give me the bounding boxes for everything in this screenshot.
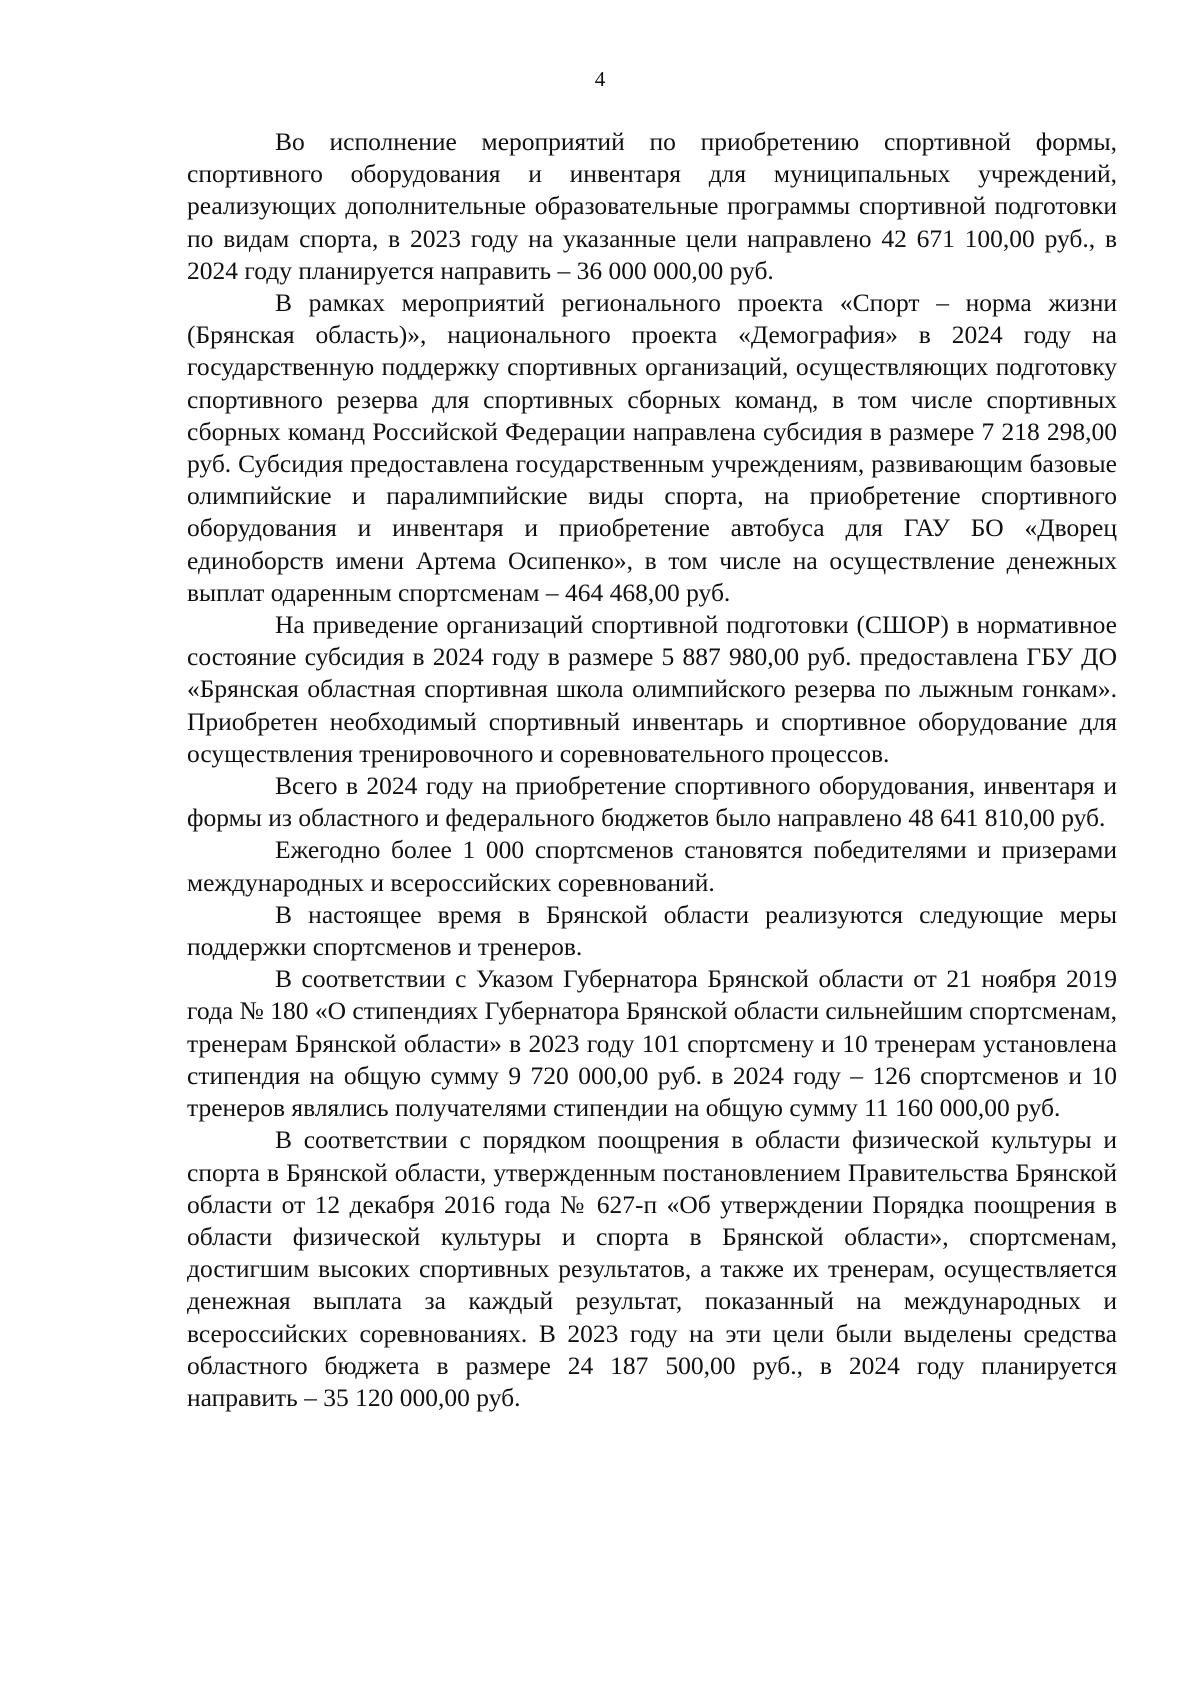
- paragraph: В настоящее время в Брянской области реализуются следующие меры поддержки спортсменов и тренеров.: [187, 899, 1117, 962]
- paragraph: В рамках мероприятий регионального проекта «Спорт – норма жизни (Брянская область)», национального проекта «Демография» в 2024 году на государственную поддержку спортивных организаций, осуществляющих подготовку спортивного резерва для спортивных сборных команд, в том числе спортивных сборных команд Российской Федерации направлена субсидия в размере 7 218 298,00 руб. Субсидия предоставлена государственным учреждениям, развивающим базовые олимпийские и паралимпийские виды спорта, на приобретение спортивного оборудования и инвентаря и приобретение автобуса для ГАУ БО «Дворец единоборств имени Артема Осипенко», в том числе на осуществление денежных выплат одаренным спортсменам – 464 468,00 руб.: [187, 288, 1117, 607]
- paragraph: На приведение организаций спортивной подготовки (СШОР) в нормативное состояние субсидия в 2024 году в размере 5 887 980,00 руб. предоставлена ГБУ ДО «Брянская областная спортивная школа олимпийского резерва по лыжным гонкам». Приобретен необходимый спортивный инвентарь и спортивное оборудование для осуществления тренировочного и соревновательного процессов.: [187, 610, 1117, 768]
- paragraph: Во исполнение мероприятий по приобретению спортивной формы, спортивного оборудования и инвентаря для муниципальных учреждений, реализующих дополнительные образовательные программы спортивной подготовки по видам спорта, в 2023 году на указанные цели направлено 42 671 100,00 руб., в 2024 году планируется направить – 36 000 000,00 руб.: [187, 127, 1117, 285]
- page-number: 4: [594, 67, 606, 91]
- document-body: [187, 126, 1117, 1414]
- paragraph: Ежегодно более 1 000 спортсменов становятся победителями и призерами международных и всероссийских соревнований.: [187, 835, 1117, 897]
- paragraph: В соответствии с Указом Губернатора Брянской области от 21 ноября 2019 года № 180 «О стипендиях Губернатора Брянской области сильнейшим спортсменам, тренерам Брянской области» в 2023 году 101 спортсмену и 10 тренерам установлена стипендия на общую сумму 9 720 000,00 руб. в 2024 году – 126 спортсменов и 10 тренеров являлись получателями стипендии на общую сумму 11 160 000,00 руб.: [187, 964, 1117, 1123]
- paragraph: В соответствии с порядком поощрения в области физической культуры и спорта в Брянской области, утвержденным постановлением Правительства Брянской области от 12 декабря 2016 года № 627-п «Об утверждении Порядка поощрения в области физической культуры и спорта в Брянской области», спортсменам, достигшим высоких спортивных результатов, а также их тренерам, осуществляется денежная выплата за каждый результат, показанный на международных и всероссийских соревнованиях. В 2023 году на эти цели были выделены средства областного бюджета в размере 24 187 500,00 руб., в 2024 году планируется направить – 35 120 000,00 руб.: [187, 1125, 1117, 1412]
- paragraph: Всего в 2024 году на приобретение спортивного оборудования, инвентаря и формы из областного и федерального бюджетов было направлено 48 641 810,00 руб.: [187, 771, 1117, 833]
